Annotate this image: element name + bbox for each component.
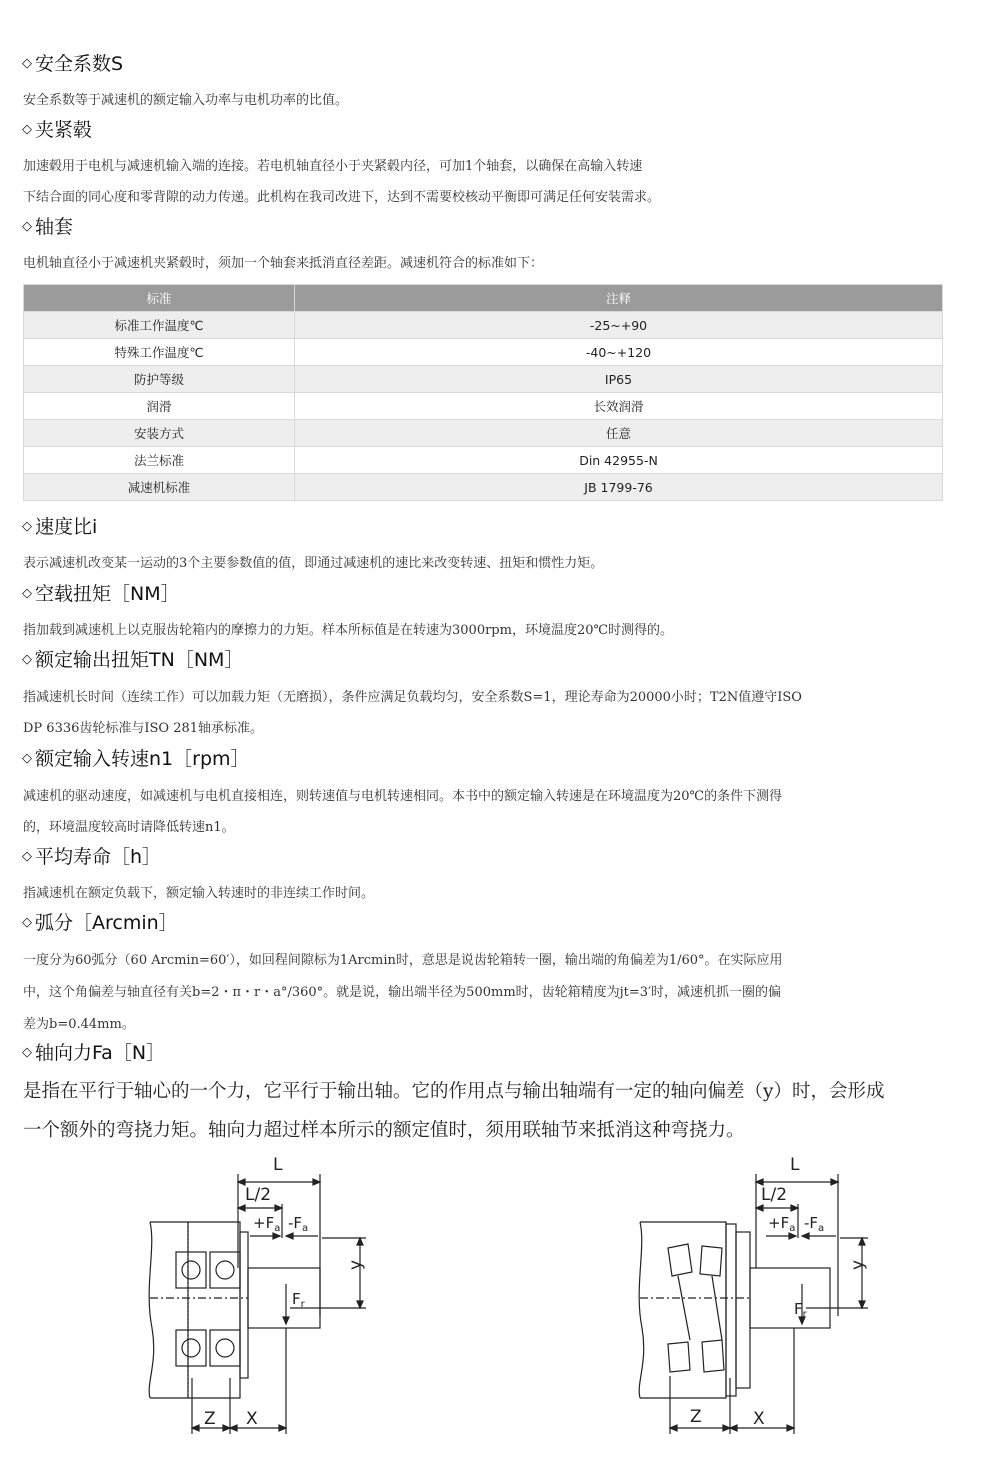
paragraph: 指减速机长时间（连续工作）可以加载力矩（无磨损），条件应满足负载均匀，安全系数S=1，理论寿命为20000小时；T2N值遵守ISO (23, 690, 802, 705)
table-cell: -40~+120 (295, 339, 943, 366)
label-fr: $F_r$ (292, 1290, 305, 1310)
table-cell: JB 1799-76 (295, 474, 943, 501)
paragraph: 差为b=0.44mm。 (23, 1017, 135, 1032)
table-row (24, 312, 943, 339)
heading-safety-factor: ◇ 安全系数S (22, 53, 124, 75)
paragraph: DP 6336齿轮标准与ISO 281轴承标准。 (23, 721, 264, 736)
table-cell: 润滑 (24, 393, 295, 420)
table-row (24, 420, 943, 447)
label-fr: $F_r$ (794, 1300, 807, 1320)
paragraph: 指减速机在额定负载下，额定输入转速时的非连续工作时间。 (23, 886, 375, 901)
table-cell: 法兰标准 (24, 447, 295, 474)
label-L: L (790, 1155, 800, 1175)
heading-average-life: ◇ 平均寿命［h］ (22, 846, 162, 868)
paragraph: 一个额外的弯挠力矩。轴向力超过样本所示的额定值时，须用联轴节来抵消这种弯挠力。 (23, 1120, 745, 1141)
table-cell: 任意 (295, 420, 943, 447)
label-z: Z (204, 1409, 216, 1429)
axial-force-diagram-roller-bearing (630, 1148, 880, 1438)
label-L: L (273, 1155, 283, 1175)
label-minus-fa: $-F_a$ (288, 1214, 309, 1234)
table-cell: 特殊工作温度℃ (24, 339, 295, 366)
heading-bushing: ◇ 轴套 (22, 216, 74, 238)
paragraph: 电机轴直径小于减速机夹紧毂时，须加一个轴套来抵消直径差距。减速机符合的标准如下： (23, 256, 544, 271)
table-cell: Din 42955-N (295, 447, 943, 474)
table-cell: 标准工作温度℃ (24, 312, 295, 339)
paragraph: 指加载到减速机上以克服齿轮箱内的摩擦力的力矩。样本所标值是在转速为3000rpm，环境温度20℃时测得的。 (23, 623, 674, 638)
heading-speed-ratio: ◇ 速度比i (22, 516, 98, 538)
label-y: y (346, 1259, 366, 1270)
spec-table (23, 284, 943, 501)
label-y: y (848, 1259, 868, 1270)
table-row (24, 366, 943, 393)
paragraph: 一度分为60弧分（60 Arcmin=60′），如回程间隙标为1Arcmin时，意思是说齿轮箱转一圈，输出端的角偏差为1/60°。在实际应用 (23, 953, 783, 968)
paragraph: 表示减速机改变某一运动的3个主要参数值的值，即通过减速机的速比来改变转速、扭矩和惯性力矩。 (23, 556, 604, 571)
label-z: Z (690, 1407, 702, 1427)
table-cell: IP65 (295, 366, 943, 393)
heading-axial-force: ◇ 轴向力Fa［N］ (22, 1042, 166, 1064)
label-plus-fa: $+F_a$ (253, 1214, 281, 1234)
heading-rated-output-torque: ◇ 额定输出扭矩TN［NM］ (22, 649, 244, 671)
label-plus-fa: $+F_a$ (768, 1214, 796, 1234)
label-L-half: L/2 (761, 1185, 788, 1205)
heading-clamping-hub: ◇ 夹紧毂 (22, 119, 93, 141)
table-row (24, 474, 943, 501)
table-cell: 减速机标准 (24, 474, 295, 501)
paragraph: 是指在平行于轴心的一个力，它平行于输出轴。它的作用点与输出轴端有一定的轴向偏差（y）时，会形成 (23, 1081, 885, 1102)
heading-rated-input-speed: ◇ 额定输入转速n1［rpm］ (22, 748, 250, 770)
table-header-notes: 注释 (295, 285, 943, 312)
table-cell: 防护等级 (24, 366, 295, 393)
table-cell: 安装方式 (24, 420, 295, 447)
table-row (24, 339, 943, 366)
label-minus-fa: $-F_a$ (804, 1214, 825, 1234)
paragraph: 安全系数等于减速机的额定输入功率与电机功率的比值。 (23, 93, 349, 108)
paragraph: 加速毂用于电机与减速机输入端的连接。若电机轴直径小于夹紧毂内径，可加1个轴套，以确保在高输入转速 (23, 159, 643, 174)
table-row (24, 393, 943, 420)
axial-force-diagram-ball-bearing (140, 1148, 380, 1438)
paragraph: 的，环境温度较高时请降低转速n1。 (23, 820, 235, 835)
table-cell: -25~+90 (295, 312, 943, 339)
paragraph: 中，这个角偏差与轴直径有关b=2・π・r・a°/360°。就是说，输出端半径为500mm时，齿轮箱精度为jt=3′时，减速机抓一圈的偏 (23, 985, 782, 1000)
label-L-half: L/2 (245, 1185, 272, 1205)
paragraph: 下结合面的同心度和零背隙的动力传递。此机构在我司改进下，达到不需要校核动平衡即可满足任何安装需求。 (23, 190, 661, 205)
heading-arcmin: ◇ 弧分［Arcmin］ (22, 912, 178, 934)
table-row (24, 447, 943, 474)
label-x: X (753, 1409, 765, 1429)
table-cell: 长效润滑 (295, 393, 943, 420)
label-x: X (246, 1409, 258, 1429)
heading-no-load-torque: ◇ 空载扭矩［NM］ (22, 583, 180, 605)
paragraph: 减速机的驱动速度，如减速机与电机直接相连，则转速值与电机转速相同。本书中的额定输入转速是在环境温度为20℃的条件下测得 (23, 789, 783, 804)
table-header-standard: 标准 (24, 285, 295, 312)
